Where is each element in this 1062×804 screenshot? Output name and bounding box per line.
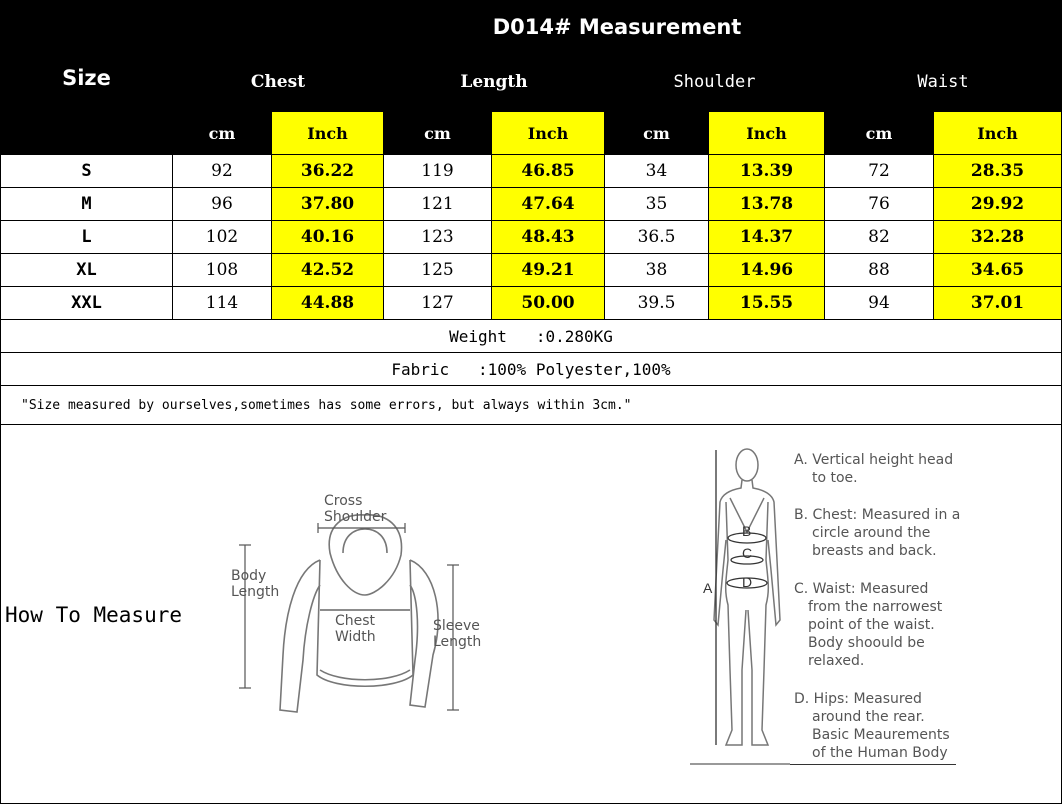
- inch-cell: 46.85: [492, 155, 605, 188]
- inch-cell: 37.80: [272, 188, 384, 221]
- cross-shoulder-label-1: Cross: [324, 493, 363, 509]
- measure-instructions: [790, 448, 970, 768]
- size-note: "Size measured by ourselves,sometimes has some errors, but always within 3cm.": [1, 386, 1062, 425]
- cm-cell: 125: [384, 254, 492, 287]
- cm-cell: 114: [173, 287, 272, 320]
- inch-cell: 32.28: [934, 221, 1062, 254]
- inch-cell: 47.64: [492, 188, 605, 221]
- size-header: Size: [1, 1, 173, 155]
- instruction-line: D. Hips: Measured: [794, 691, 922, 707]
- marker-a: A: [703, 580, 713, 596]
- inch-cell: 28.35: [934, 155, 1062, 188]
- unit-inch: Inch: [934, 112, 1062, 155]
- cm-cell: 121: [384, 188, 492, 221]
- marker-b: B: [742, 523, 752, 539]
- inch-cell: 29.92: [934, 188, 1062, 221]
- group-length: Length: [384, 53, 605, 112]
- cm-cell: 88: [825, 254, 934, 287]
- unit-cm: cm: [173, 112, 272, 155]
- table-title: D014# Measurement: [173, 1, 1062, 53]
- how-to-measure-label: How To Measure: [5, 603, 183, 627]
- instruction-line: Body shoould be: [808, 635, 925, 651]
- cm-cell: 127: [384, 287, 492, 320]
- cm-cell: 102: [173, 221, 272, 254]
- instruction-line: to toe.: [812, 470, 858, 486]
- unit-inch: Inch: [492, 112, 605, 155]
- inch-cell: 48.43: [492, 221, 605, 254]
- cm-cell: 92: [173, 155, 272, 188]
- inch-cell: 42.52: [272, 254, 384, 287]
- instruction-line: Basic Meaurements: [812, 727, 950, 743]
- garment-diagram: [225, 485, 495, 725]
- cm-cell: 82: [825, 221, 934, 254]
- cm-cell: 35: [605, 188, 709, 221]
- instruction-line: of the Human Body: [812, 745, 948, 761]
- fabric-text: Fabric :100% Polyester,100%: [1, 353, 1062, 386]
- instruction-line: breasts and back.: [812, 543, 937, 559]
- chest-width-label-1: Chest: [335, 613, 376, 629]
- inch-cell: 40.16: [272, 221, 384, 254]
- cm-cell: 96: [173, 188, 272, 221]
- instruction-line: around the rear.: [812, 709, 925, 725]
- cm-cell: 123: [384, 221, 492, 254]
- inch-cell: 50.00: [492, 287, 605, 320]
- sleeve-length-label-1: Sleeve: [433, 618, 480, 634]
- cm-cell: 34: [605, 155, 709, 188]
- size-cell: S: [1, 155, 173, 188]
- body-diagram: [690, 440, 790, 770]
- cm-cell: 108: [173, 254, 272, 287]
- unit-cm: cm: [825, 112, 934, 155]
- size-cell: XXL: [1, 287, 173, 320]
- inch-cell: 14.96: [709, 254, 825, 287]
- instruction-line: point of the waist.: [808, 617, 935, 633]
- table-row: [1, 188, 1062, 221]
- unit-cm: cm: [605, 112, 709, 155]
- inch-cell: 14.37: [709, 221, 825, 254]
- size-cell: L: [1, 221, 173, 254]
- table-row: [1, 221, 1062, 254]
- group-shoulder: Shoulder: [605, 53, 825, 112]
- cm-cell: 94: [825, 287, 934, 320]
- cm-cell: 119: [384, 155, 492, 188]
- table-row: [1, 254, 1062, 287]
- instruction-line: circle around the: [812, 525, 931, 541]
- cross-shoulder-label-2: Shoulder: [324, 509, 387, 525]
- unit-inch: Inch: [272, 112, 384, 155]
- inch-cell: 37.01: [934, 287, 1062, 320]
- instruction-line: C. Waist: Measured: [794, 581, 929, 597]
- group-waist: Waist: [825, 53, 1062, 112]
- body-length-label-1: Body: [231, 568, 267, 584]
- instruction-line: B. Chest: Measured in a: [794, 507, 961, 523]
- inch-cell: 49.21: [492, 254, 605, 287]
- inch-cell: 13.78: [709, 188, 825, 221]
- sleeve-length-label-2: Length: [433, 634, 482, 650]
- size-cell: M: [1, 188, 173, 221]
- instruction-line: from the narrowest: [808, 599, 943, 615]
- weight-text: Weight :0.280KG: [1, 320, 1062, 353]
- instruction-line: relaxed.: [808, 653, 865, 669]
- body-length-label-2: Length: [231, 584, 280, 600]
- table-row: [1, 155, 1062, 188]
- size-cell: XL: [1, 254, 173, 287]
- unit-cm: cm: [384, 112, 492, 155]
- marker-d: D: [742, 574, 753, 590]
- inch-cell: 34.65: [934, 254, 1062, 287]
- inch-cell: 13.39: [709, 155, 825, 188]
- instruction-line: A. Vertical height head: [794, 452, 954, 468]
- inch-cell: 44.88: [272, 287, 384, 320]
- table-row: [1, 287, 1062, 320]
- cm-cell: 76: [825, 188, 934, 221]
- chest-width-label-2: Width: [335, 629, 376, 645]
- marker-c: C: [742, 545, 753, 561]
- cm-cell: 38: [605, 254, 709, 287]
- cm-cell: 36.5: [605, 221, 709, 254]
- inch-cell: 15.55: [709, 287, 825, 320]
- cm-cell: 72: [825, 155, 934, 188]
- unit-inch: Inch: [709, 112, 825, 155]
- inch-cell: 36.22: [272, 155, 384, 188]
- cm-cell: 39.5: [605, 287, 709, 320]
- group-chest: Chest: [173, 53, 384, 112]
